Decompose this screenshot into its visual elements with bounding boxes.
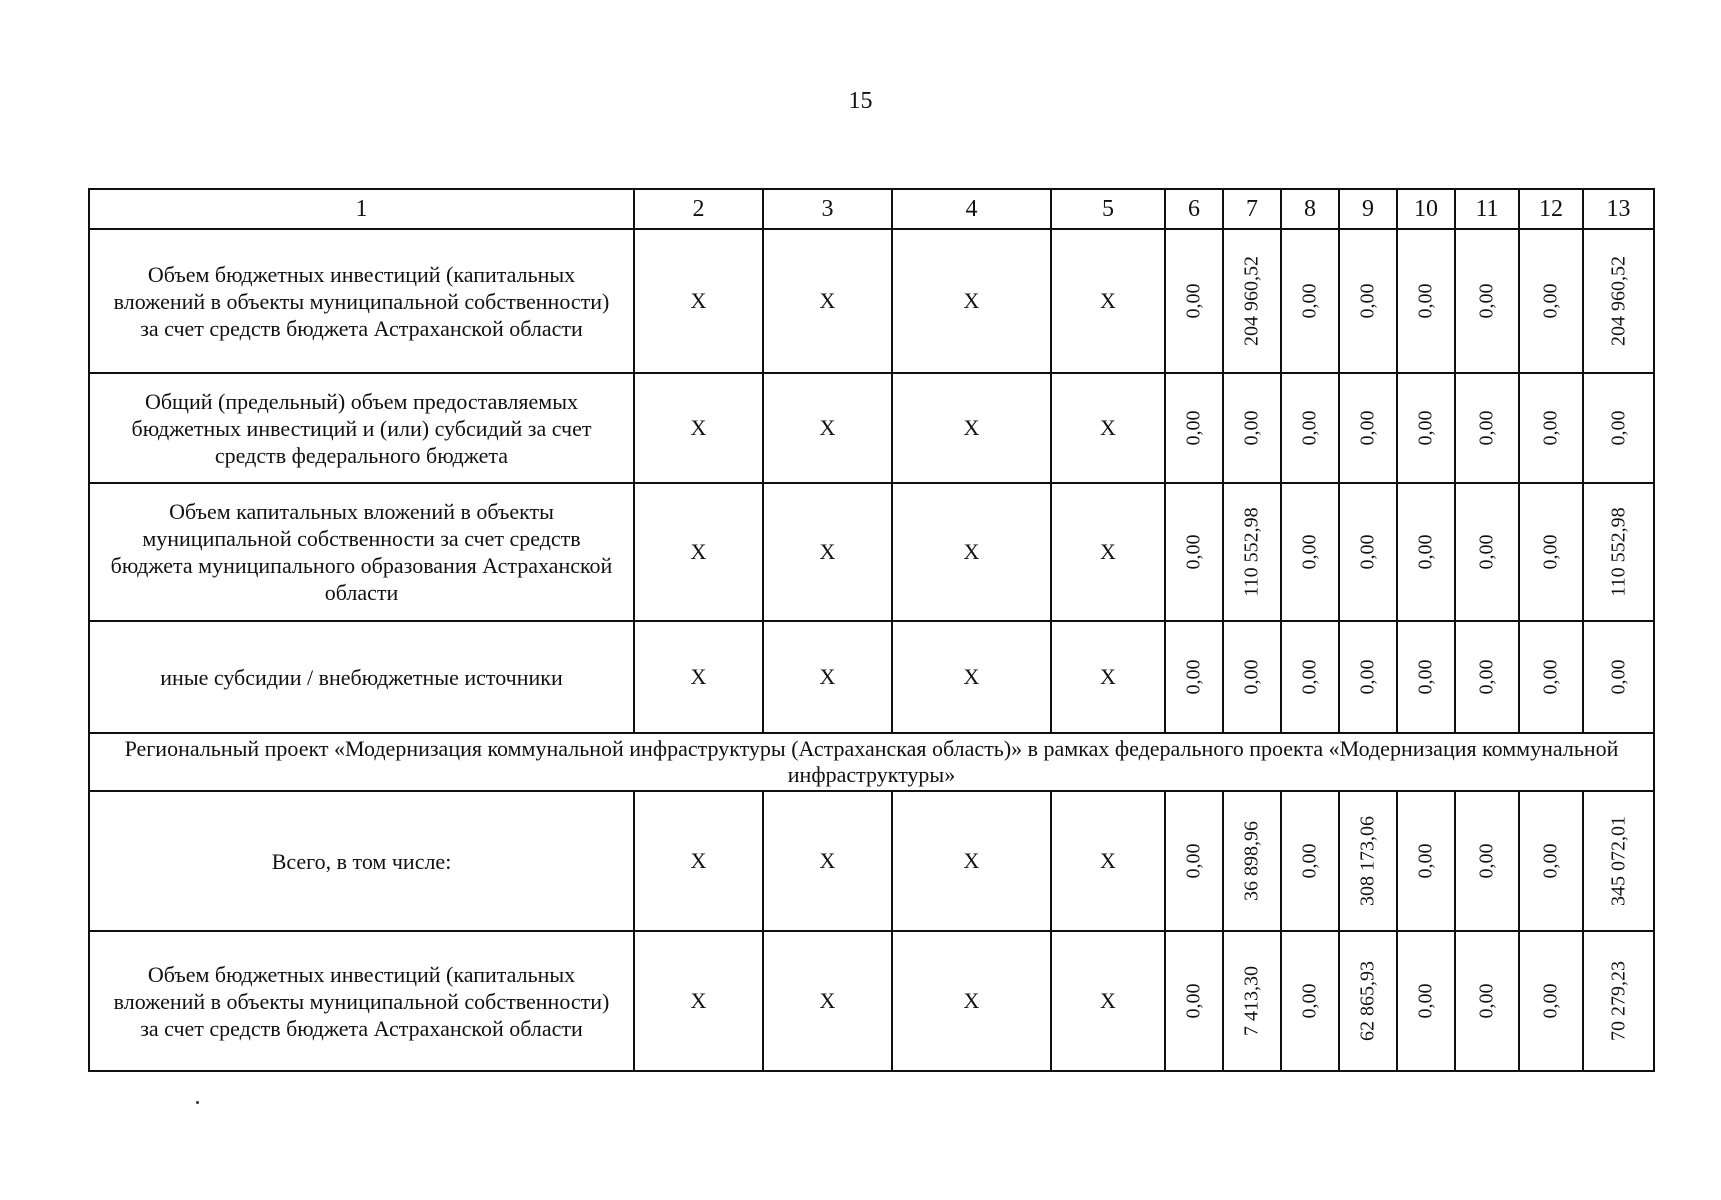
mark-cell: X — [634, 621, 763, 733]
value-cell: 0,00 — [1455, 621, 1519, 733]
value-cell: 0,00 — [1339, 229, 1397, 373]
value-cell: 0,00 — [1165, 229, 1223, 373]
value-cell: 0,00 — [1281, 483, 1339, 621]
mark-cell: X — [892, 931, 1051, 1071]
section-title: Региональный проект «Модернизация коммунальной инфраструктуры (Астраханская область)» в рамках федерального проекта «Модернизация коммунальной инфраструктуры» — [89, 733, 1654, 791]
value-cell: 0,00 — [1519, 229, 1583, 373]
column-header: 3 — [763, 189, 892, 229]
mark-cell: X — [1051, 931, 1165, 1071]
stray-dot — [196, 1101, 199, 1104]
value-cell: 0,00 — [1455, 791, 1519, 931]
mark-cell: X — [634, 791, 763, 931]
value-cell: 0,00 — [1519, 621, 1583, 733]
row-label: Общий (предельный) объем предоставляемых бюджетных инвестиций и (или) субсидий за счет средств федерального бюджета — [89, 373, 634, 483]
mark-cell: X — [1051, 621, 1165, 733]
column-header: 11 — [1455, 189, 1519, 229]
row-label: Объем капитальных вложений в объекты муниципальной собственности за счет средств бюджета муниципального образования Астраханской области — [89, 483, 634, 621]
value-cell: 0,00 — [1519, 931, 1583, 1071]
mark-cell: X — [892, 483, 1051, 621]
table-row — [89, 791, 1654, 931]
column-header: 6 — [1165, 189, 1223, 229]
value-cell: 0,00 — [1165, 621, 1223, 733]
page-number: 15 — [848, 88, 873, 114]
column-header: 1 — [89, 189, 634, 229]
value-cell: 0,00 — [1281, 373, 1339, 483]
value-cell: 308 173,06 — [1339, 791, 1397, 931]
column-header: 10 — [1397, 189, 1455, 229]
row-label: Объем бюджетных инвестиций (капитальных вложений в объекты муниципальной собственности) за счет средств бюджета Астраханской области — [89, 931, 634, 1071]
table-row — [89, 621, 1654, 733]
mark-cell: X — [634, 931, 763, 1071]
mark-cell: X — [1051, 483, 1165, 621]
value-cell: 0,00 — [1455, 229, 1519, 373]
value-cell: 0,00 — [1223, 621, 1281, 733]
row-label: Всего, в том числе: — [89, 791, 634, 931]
mark-cell: X — [763, 621, 892, 733]
column-header: 8 — [1281, 189, 1339, 229]
mark-cell: X — [763, 229, 892, 373]
value-cell: 0,00 — [1519, 791, 1583, 931]
mark-cell: X — [763, 483, 892, 621]
value-cell: 110 552,98 — [1583, 483, 1654, 621]
mark-cell: X — [1051, 791, 1165, 931]
mark-cell: X — [634, 373, 763, 483]
value-cell: 0,00 — [1455, 483, 1519, 621]
value-cell: 345 072,01 — [1583, 791, 1654, 931]
budget-table — [88, 188, 1655, 1072]
column-header: 7 — [1223, 189, 1281, 229]
value-cell: 7 413,30 — [1223, 931, 1281, 1071]
value-cell: 0,00 — [1519, 483, 1583, 621]
mark-cell: X — [763, 373, 892, 483]
value-cell: 0,00 — [1339, 621, 1397, 733]
value-cell: 0,00 — [1397, 791, 1455, 931]
value-cell: 110 552,98 — [1223, 483, 1281, 621]
mark-cell: X — [634, 483, 763, 621]
value-cell: 0,00 — [1583, 373, 1654, 483]
section-row — [89, 733, 1654, 791]
column-number-row — [89, 189, 1654, 229]
column-header: 2 — [634, 189, 763, 229]
column-header: 4 — [892, 189, 1051, 229]
row-label: Объем бюджетных инвестиций (капитальных вложений в объекты муниципальной собственности) за счет средств бюджета Астраханской области — [89, 229, 634, 373]
value-cell: 0,00 — [1455, 931, 1519, 1071]
mark-cell: X — [1051, 373, 1165, 483]
value-cell: 0,00 — [1281, 621, 1339, 733]
mark-cell: X — [763, 791, 892, 931]
column-header: 13 — [1583, 189, 1654, 229]
value-cell: 62 865,93 — [1339, 931, 1397, 1071]
value-cell: 0,00 — [1165, 931, 1223, 1071]
value-cell: 0,00 — [1223, 373, 1281, 483]
value-cell: 0,00 — [1281, 229, 1339, 373]
mark-cell: X — [892, 791, 1051, 931]
value-cell: 0,00 — [1165, 373, 1223, 483]
table-row — [89, 229, 1654, 373]
table-row — [89, 483, 1654, 621]
value-cell: 0,00 — [1519, 373, 1583, 483]
value-cell: 204 960,52 — [1223, 229, 1281, 373]
value-cell: 0,00 — [1397, 483, 1455, 621]
value-cell: 0,00 — [1397, 621, 1455, 733]
value-cell: 0,00 — [1397, 373, 1455, 483]
value-cell: 0,00 — [1397, 229, 1455, 373]
mark-cell: X — [1051, 229, 1165, 373]
row-label: иные субсидии / внебюджетные источники — [89, 621, 634, 733]
value-cell: 70 279,23 — [1583, 931, 1654, 1071]
value-cell: 0,00 — [1583, 621, 1654, 733]
value-cell: 0,00 — [1165, 791, 1223, 931]
column-header: 12 — [1519, 189, 1583, 229]
value-cell: 36 898,96 — [1223, 791, 1281, 931]
column-header: 9 — [1339, 189, 1397, 229]
table-row — [89, 373, 1654, 483]
value-cell: 0,00 — [1455, 373, 1519, 483]
mark-cell: X — [763, 931, 892, 1071]
value-cell: 0,00 — [1397, 931, 1455, 1071]
value-cell: 0,00 — [1339, 373, 1397, 483]
value-cell: 204 960,52 — [1583, 229, 1654, 373]
value-cell: 0,00 — [1165, 483, 1223, 621]
value-cell: 0,00 — [1339, 483, 1397, 621]
mark-cell: X — [892, 229, 1051, 373]
mark-cell: X — [892, 373, 1051, 483]
column-header: 5 — [1051, 189, 1165, 229]
mark-cell: X — [892, 621, 1051, 733]
mark-cell: X — [634, 229, 763, 373]
table-row — [89, 931, 1654, 1071]
value-cell: 0,00 — [1281, 931, 1339, 1071]
value-cell: 0,00 — [1281, 791, 1339, 931]
